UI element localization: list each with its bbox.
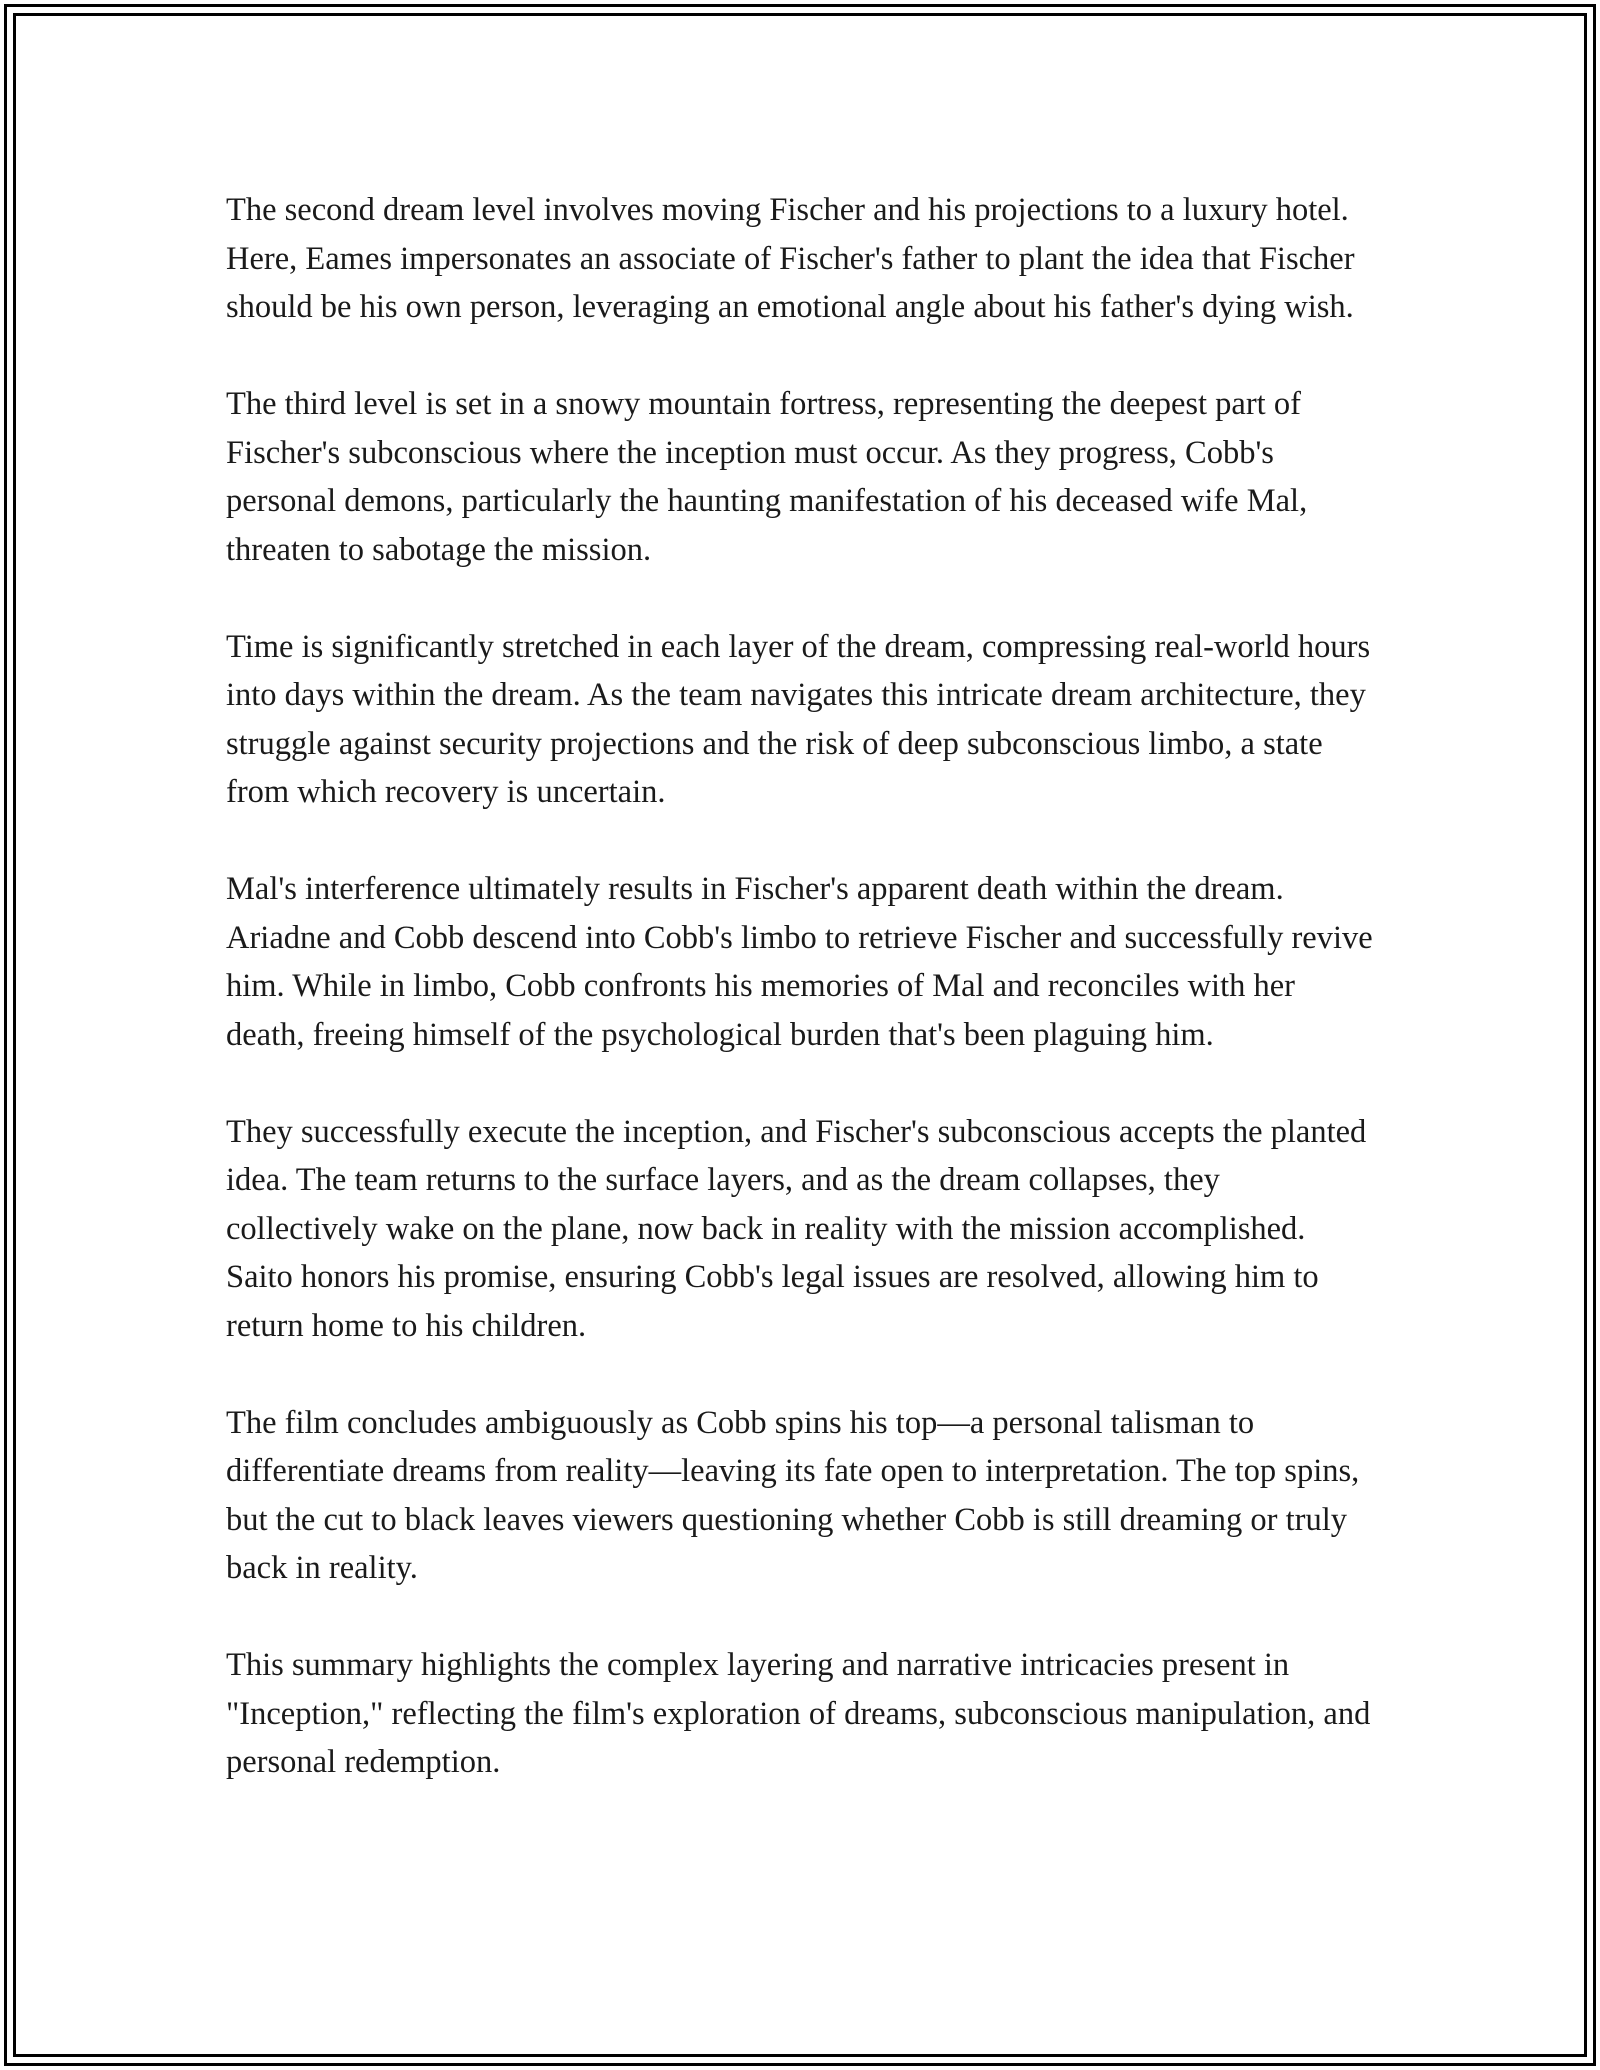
paragraph-film-conclusion: The film concludes ambiguously as Cobb spins his top—a personal talisman to differentiate dreams from reality—leaving its fate open to interpretation. The top spins, but the cut to black leaves viewers questioning whether Cobb is still dreaming or truly back in reality.: [226, 1404, 1360, 1586]
paragraph-third-level: The third level is set in a snowy mountain fortress, representing the deepest part of Fischer's subconscious where the inception must occur. As they progress, Cobb's personal demons, particularly the haunting manifestation of his deceased wife Mal, threaten to sabotage the mission.: [226, 386, 1308, 568]
paragraph-second-dream-level: The second dream level involves moving Fischer and his projections to a luxury hotel. Here, Eames impersonates an associate of Fischer's father to plant the idea that Fischer should be his own person, leveraging an emotional angle about his father's dying wish.: [226, 192, 1355, 325]
paragraph-time-stretched: Time is significantly stretched in each layer of the dream, compressing real-world hours into days within the dream. As the team navigates this intricate dream architecture, they struggle against security projections and the risk of deep subconscious limbo, a state from which recovery is uncertain.: [226, 628, 1371, 810]
paragraph-summary: This summary highlights the complex layering and narrative intricacies present in "Inception," reflecting the film's exploration of dreams, subconscious manipulation, and personal redemption.: [226, 1647, 1371, 1780]
paragraph-mal-interference: Mal's interference ultimately results in Fischer's apparent death within the dream. Ariadne and Cobb descend into Cobb's limbo to retrieve Fischer and successfully revive him. While in limbo, Cobb confronts his memories of Mal and reconciles with her death, freeing himself of the psychological burden that's been plaguing him.: [226, 871, 1373, 1053]
document-body: [226, 186, 1376, 1835]
paragraph-inception-executed: They successfully execute the inception, and Fischer's subconscious accepts the planted idea. The team returns to the surface layers, and as the dream collapses, they collectively wake on the plane, now back in reality with the mission accomplished. Saito honors his promise, ensuring Cobb's legal issues are resolved, allowing him to return home to his children.: [226, 1113, 1367, 1344]
